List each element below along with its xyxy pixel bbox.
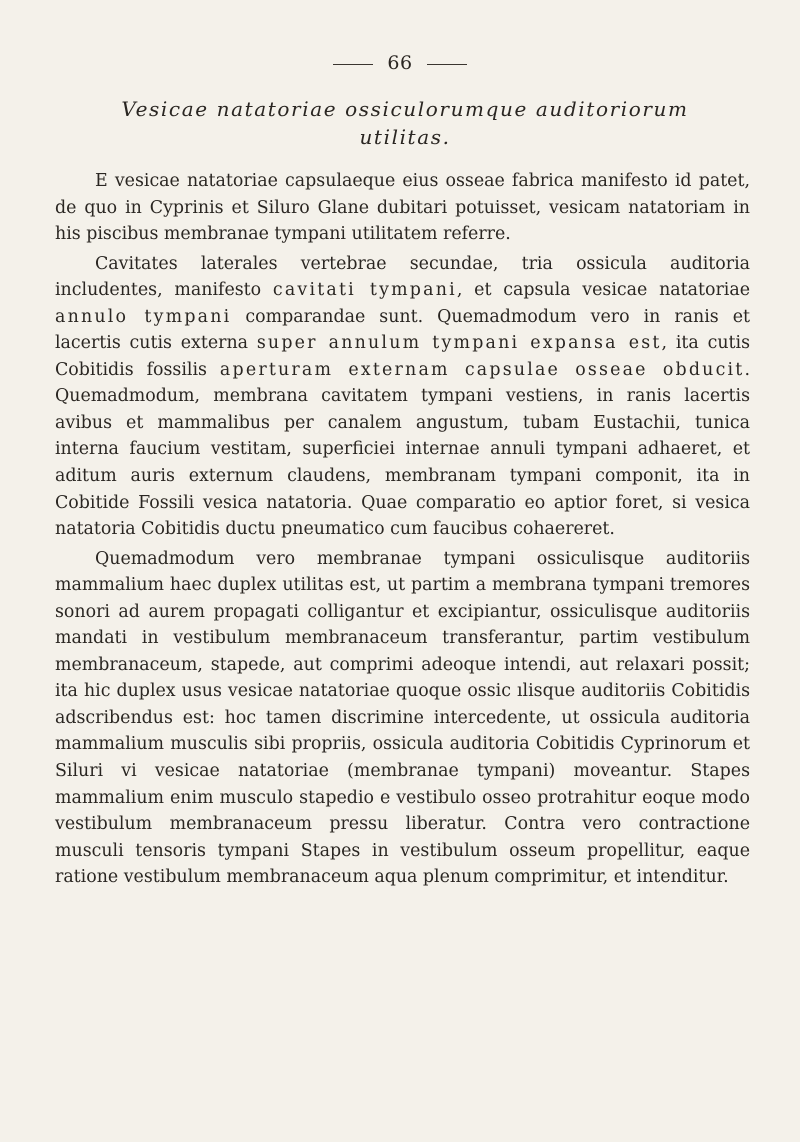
paragraph-3 <box>55 546 750 891</box>
section-title-line-1: Vesicae natatoriae ossiculorumque auditoriorum <box>121 97 689 121</box>
spaced-term: annulo tympani <box>55 306 232 327</box>
paragraph-2-text: . Quemadmodum, membrana cavitatem tympani vestiens, in ranis lacertis avibus et mammalibus per canalem angustum, tubam Eustachii, tunica interna faucium vestitam, superficiei internae annuli tympani adhaeret, et aditum auris externum claudens, membranam tympani componit, ita in Cobitide Fossili vesica natatoria. Quae comparatio eo aptior foret, si vesica natatoria Cobitidis ductu pneumatico cum faucibus cohaereret. <box>55 359 750 540</box>
page-header <box>0 52 800 74</box>
paragraph-2-text: comparandae sunt. Quemadmodum vero in ranis et lacertis cutis externa <box>55 306 751 354</box>
header-rule-left <box>333 64 373 65</box>
paragraph-2 <box>55 251 750 543</box>
page-number: 66 <box>387 52 413 74</box>
paragraph-1-text: E vesicae natatoriae capsulaeque eius osseae fabrica manifesto id patet, de quo in Cyprinis et Siluro Glane dubitari potuisset, vesicam natatoriam in his piscibus membranae tympani utilitatem referre. <box>55 171 750 245</box>
spaced-term: cavitati tympani <box>272 280 457 301</box>
spaced-term: aperturam externam capsulae osseae obducit <box>219 359 745 380</box>
section-title <box>60 95 750 151</box>
spaced-term: super annulum tympani expansa est <box>256 333 662 354</box>
paragraph-1 <box>55 168 750 248</box>
paragraph-2-text: Cavitates laterales vertebrae secundae, tria ossicula auditoria includentes, manifesto <box>55 253 750 301</box>
paragraph-3-text: Quemadmodum vero membranae tympani ossiculisque auditoriis mammalium haec duplex utilitas est, ut partim a membrana tympani tremores sonori ad aurem propagati colligantur et excipiantur, ossiculisque auditoriis mandati in vestibulum membranaceum transferantur, partim vestibulum membranaceum, stapede, aut comprimi adeoque intendi, aut relaxari possit; ita hic duplex usus vesicae natatoriae quoque ossic ılisque auditoriis Cobitidis adscribendus est: hoc tamen discrimine intercedente, ut ossicula auditoria mammalium musculis sibi propriis, ossicula auditoria Cobitidis Cyprinorum et Siluri vi vesicae natatoriae (membranae tympani) moveantur. Stapes mammalium enim musculo stapedio e vestibulo osseo protrahitur eoque modo vestibulum membranaceum pressu liberatur. Contra vero contractione musculi tensoris tympani Stapes in vestibulum osseum propellitur, eaque ratione vestibulum membranaceum aqua plenum comprimitur, et intenditur. <box>55 548 750 888</box>
body-text <box>55 168 750 891</box>
paragraph-2-text: , et capsula vesicae natatoriae <box>456 280 750 301</box>
section-title-line-2: utilitas. <box>359 125 451 149</box>
header-rule-right <box>427 64 467 65</box>
paragraph-2-text: , ita cutis Cobitidis fossilis <box>55 333 750 380</box>
